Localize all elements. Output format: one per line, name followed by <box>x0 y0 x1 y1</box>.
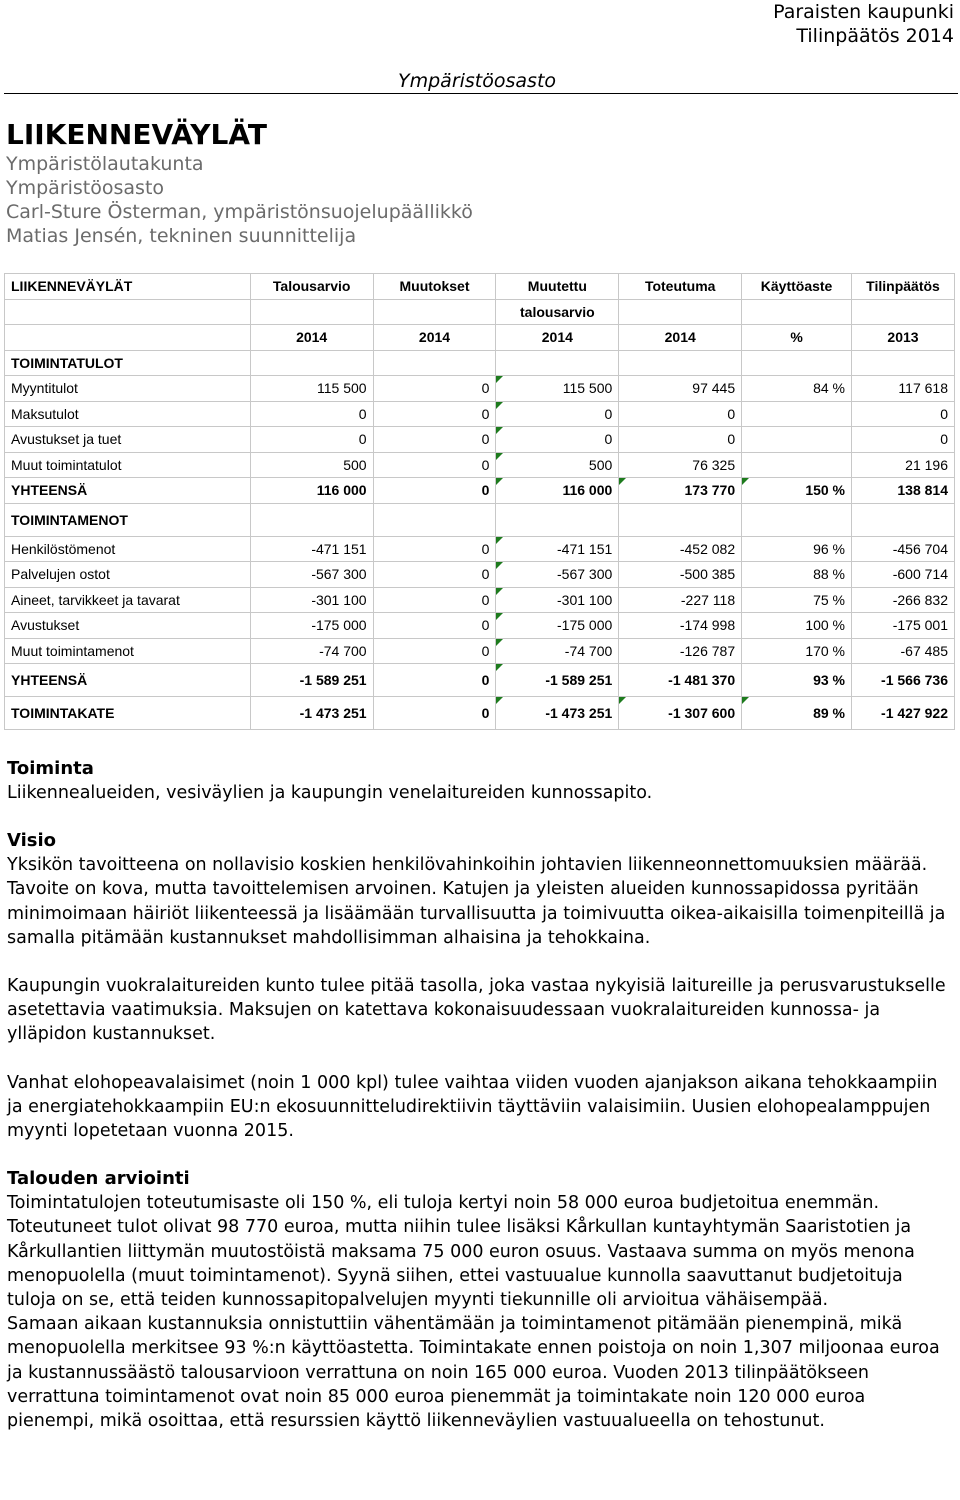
table-row <box>5 452 955 478</box>
table-cell: -456 704 <box>852 536 955 562</box>
subtitle-line: Ympäristöosasto <box>6 177 165 199</box>
table-header-row <box>5 274 955 300</box>
table-cell: 0 <box>373 638 496 664</box>
table-cell: 0 <box>250 427 373 453</box>
table-row <box>5 427 955 453</box>
heading-talouden-arviointi: Talouden arviointi <box>7 1168 190 1190</box>
table-cell: 0 <box>852 427 955 453</box>
table-cell: 97 445 <box>619 376 742 402</box>
header-cell: Toteutuma <box>619 274 742 300</box>
row-label: YHTEENSÄ <box>5 478 251 504</box>
row-label: Muut toimintamenot <box>5 638 251 664</box>
header-rule <box>4 93 958 94</box>
row-label: Henkilöstömenot <box>5 536 251 562</box>
row-label: Avustukset ja tuet <box>5 427 251 453</box>
header-cell: LIIKENNEVÄYLÄT <box>5 274 251 300</box>
table-cell: 89 % <box>742 697 852 730</box>
header-cell <box>250 299 373 325</box>
heading-visio: Visio <box>7 830 57 852</box>
header-cell: 2014 <box>373 325 496 351</box>
table-cell: -227 118 <box>619 587 742 613</box>
row-label: YHTEENSÄ <box>5 664 251 697</box>
body-text <box>7 757 955 1433</box>
table-row <box>5 697 955 730</box>
income-total <box>5 478 955 504</box>
income-rows <box>5 376 955 478</box>
section-label: TOIMINTATULOT <box>5 350 251 376</box>
org-name: Paraisten kaupunki <box>773 1 954 23</box>
row-label: TOIMINTAKATE <box>5 697 251 730</box>
header-cell: 2014 <box>496 325 619 351</box>
table-row <box>5 376 955 402</box>
table-row <box>5 613 955 639</box>
table-cell: 500 <box>250 452 373 478</box>
header-cell <box>742 299 852 325</box>
row-label: Myyntitulot <box>5 376 251 402</box>
row-label: Palvelujen ostot <box>5 562 251 588</box>
table-cell: 76 325 <box>619 452 742 478</box>
table-row <box>5 562 955 588</box>
table-cell: -600 714 <box>852 562 955 588</box>
table-row <box>5 587 955 613</box>
header-cell: Tilinpäätös <box>852 274 955 300</box>
table-row <box>5 638 955 664</box>
table-cell: 117 618 <box>852 376 955 402</box>
table-cell: -1 566 736 <box>852 664 955 697</box>
table-cell: 100 % <box>742 613 852 639</box>
paragraph: Kaupungin vuokralaitureiden kunto tulee pitää tasolla, joka vastaa nykyisiä laitureille ja perusvarustukselle asetettavia vaatimuksia. Maksujen on katettava kokonaisuudessaan vuokralaitureiden kunnossa- ja ylläpidon kustannukset. <box>7 976 946 1045</box>
table-cell: 0 <box>373 613 496 639</box>
table-cell: 150 % <box>742 478 852 504</box>
finance-table <box>4 273 955 730</box>
table-cell: 0 <box>373 664 496 697</box>
table-cell: -74 700 <box>250 638 373 664</box>
heading-toiminta: Toiminta <box>7 758 94 779</box>
table-cell: 0 <box>373 587 496 613</box>
table-cell: -452 082 <box>619 536 742 562</box>
subtitle-line: Ympäristölautakunta <box>6 153 204 175</box>
row-label: Avustukset <box>5 613 251 639</box>
table-cell: -175 000 <box>496 613 619 639</box>
header-cell <box>5 325 251 351</box>
table-cell <box>742 401 852 427</box>
title-block <box>6 118 473 248</box>
table-cell: 0 <box>852 401 955 427</box>
table-cell: -567 300 <box>250 562 373 588</box>
table-header-row <box>5 299 955 325</box>
table-row <box>5 401 955 427</box>
table-cell: -67 485 <box>852 638 955 664</box>
table-cell: 0 <box>619 401 742 427</box>
table-cell <box>742 452 852 478</box>
table-cell: 115 500 <box>250 376 373 402</box>
header-cell: 2014 <box>619 325 742 351</box>
header-cell: 2013 <box>852 325 955 351</box>
paragraph: Samaan aikaan kustannuksia onnistuttiin vähentämään ja toimintamenot pitämään pienempinä, mikä menopuolella merkitsee 93 %:n käyttöastetta. Toimintakate ennen poistoja on noin 1,307 miljoonaa euroa ja kustannussäästö talousarvioon verrattuna on noin 165 000 euroa. Vuoden 2013 tilinpäätökseen verrattuna toimintamenot ovat noin 85 000 euroa pienemmät ja toimintakate noin 120 000 euroa pienempi, mikä osoittaa, että resurssien käyttö liikenneväylien vastuualueella on tehostunut. <box>7 1314 940 1432</box>
table-cell: 88 % <box>742 562 852 588</box>
paragraph: Liikennealueiden, vesiväylien ja kaupungin venelaitureiden kunnossapito. <box>7 783 653 803</box>
table-cell: -500 385 <box>619 562 742 588</box>
header-cell: Muutokset <box>373 274 496 300</box>
subtitle-line: Carl-Sture Österman, ympäristönsuojelupäällikkö <box>6 201 473 223</box>
table-cell: -1 589 251 <box>496 664 619 697</box>
table-cell: 84 % <box>742 376 852 402</box>
table-cell: 75 % <box>742 587 852 613</box>
header-cell: Muutettu <box>496 274 619 300</box>
table-cell: 21 196 <box>852 452 955 478</box>
row-label: Aineet, tarvikkeet ja tavarat <box>5 587 251 613</box>
table-cell: -567 300 <box>496 562 619 588</box>
table-cell: -1 427 922 <box>852 697 955 730</box>
header-cell: 2014 <box>250 325 373 351</box>
paragraph: Vanhat elohopeavalaisimet (noin 1 000 kpl) tulee vaihtaa viiden vuoden ajanjakson aikana tehokkaampiin ja energiatehokkaampiin EU:n ekosuunnitteludirektiivin täyttäviin valaisimiin. Uusien elohopealamppujen myynti lopetetaan vuonna 2015. <box>7 1072 938 1142</box>
table-header-row <box>5 325 955 351</box>
page-header <box>773 0 954 48</box>
header-cell <box>5 299 251 325</box>
table-cell: -1 473 251 <box>250 697 373 730</box>
report-name: Tilinpäätös 2014 <box>796 25 954 47</box>
section-label: TOIMINTAMENOT <box>5 503 251 536</box>
table-cell: 115 500 <box>496 376 619 402</box>
table-cell: -126 787 <box>619 638 742 664</box>
row-label: Maksutulot <box>5 401 251 427</box>
header-cell: Käyttöaste <box>742 274 852 300</box>
table-cell: -1 481 370 <box>619 664 742 697</box>
table-cell: 500 <box>496 452 619 478</box>
table-cell: 0 <box>250 401 373 427</box>
table-cell: -1 589 251 <box>250 664 373 697</box>
header-cell: % <box>742 325 852 351</box>
table-cell: 0 <box>496 427 619 453</box>
table-cell <box>742 427 852 453</box>
table-cell: -1 307 600 <box>619 697 742 730</box>
header-cell: talousarvio <box>496 299 619 325</box>
table-cell: 0 <box>373 697 496 730</box>
table-cell: 0 <box>373 376 496 402</box>
table-row <box>5 478 955 504</box>
table-cell: 0 <box>373 562 496 588</box>
paragraph: Toimintatulojen toteutumisaste oli 150 %, eli tuloja kertyi noin 58 000 euroa budjetoitua enemmän. Toteutuneet tulot olivat 98 770 euroa, mutta niihin tulee lisäksi Kårkullan kuntayhtymän Saaristotien ja Kårkullantien liittymän muutostöistä maksama 75 000 euron osuus. Vastaava summa on myös menona menopuolella (muut toimintamenot). Syynä siihen, ettei vastuualue kunnolla saavuttanut budjetoituja tuloja on se, että teiden kunnossapitopalvelujen myynti tiekunnille oli arvioitua vähäisempää. <box>7 1193 915 1311</box>
table-cell: -471 151 <box>496 536 619 562</box>
table-cell: 116 000 <box>496 478 619 504</box>
page-title: LIIKENNEVÄYLÄT <box>6 118 267 151</box>
margin-row <box>5 697 955 730</box>
table-cell: 0 <box>373 478 496 504</box>
table-cell: 93 % <box>742 664 852 697</box>
table-cell: -471 151 <box>250 536 373 562</box>
table-cell: 173 770 <box>619 478 742 504</box>
expense-rows <box>5 536 955 664</box>
table-cell: 0 <box>496 401 619 427</box>
table-cell: 96 % <box>742 536 852 562</box>
header-cell: Talousarvio <box>250 274 373 300</box>
table-cell: 0 <box>373 427 496 453</box>
table-cell: 0 <box>373 401 496 427</box>
table-cell: -174 998 <box>619 613 742 639</box>
subtitle-line: Matias Jensén, tekninen suunnittelija <box>6 225 357 247</box>
table-row <box>5 536 955 562</box>
table-cell: -301 100 <box>496 587 619 613</box>
paragraph: Yksikön tavoitteena on nollavisio koskien henkilövahinkoihin johtavien liikenneonnettomuuksien määrää. Tavoite on kova, mutta tavoittelemisen arvoinen. Katujen ja yleisten alueiden kunnossapidossa pyritään minimoimaan häiriöt liikenteessä ja lisäämään turvallisuutta ja toimivuutta oikea-aikaisilla toimenpiteillä ja samalla pitämään kustannukset mahdollisimman alhaisina ja tehokkaina. <box>7 855 946 948</box>
table-cell: 0 <box>619 427 742 453</box>
table-cell: -175 001 <box>852 613 955 639</box>
table-cell: -175 000 <box>250 613 373 639</box>
header-cell <box>619 299 742 325</box>
row-label: Muut toimintatulot <box>5 452 251 478</box>
table-cell: 0 <box>373 536 496 562</box>
table-cell: -1 473 251 <box>496 697 619 730</box>
table-cell: 0 <box>373 452 496 478</box>
table-cell: -266 832 <box>852 587 955 613</box>
table-cell: 116 000 <box>250 478 373 504</box>
table-cell: -74 700 <box>496 638 619 664</box>
department-name: Ympäristöosasto <box>398 70 557 92</box>
table-cell: 170 % <box>742 638 852 664</box>
table-row <box>5 664 955 697</box>
section-row <box>5 350 955 376</box>
header-cell <box>852 299 955 325</box>
header-cell <box>373 299 496 325</box>
section-row <box>5 503 955 536</box>
table-cell: 138 814 <box>852 478 955 504</box>
table-cell: -301 100 <box>250 587 373 613</box>
expense-total <box>5 664 955 697</box>
